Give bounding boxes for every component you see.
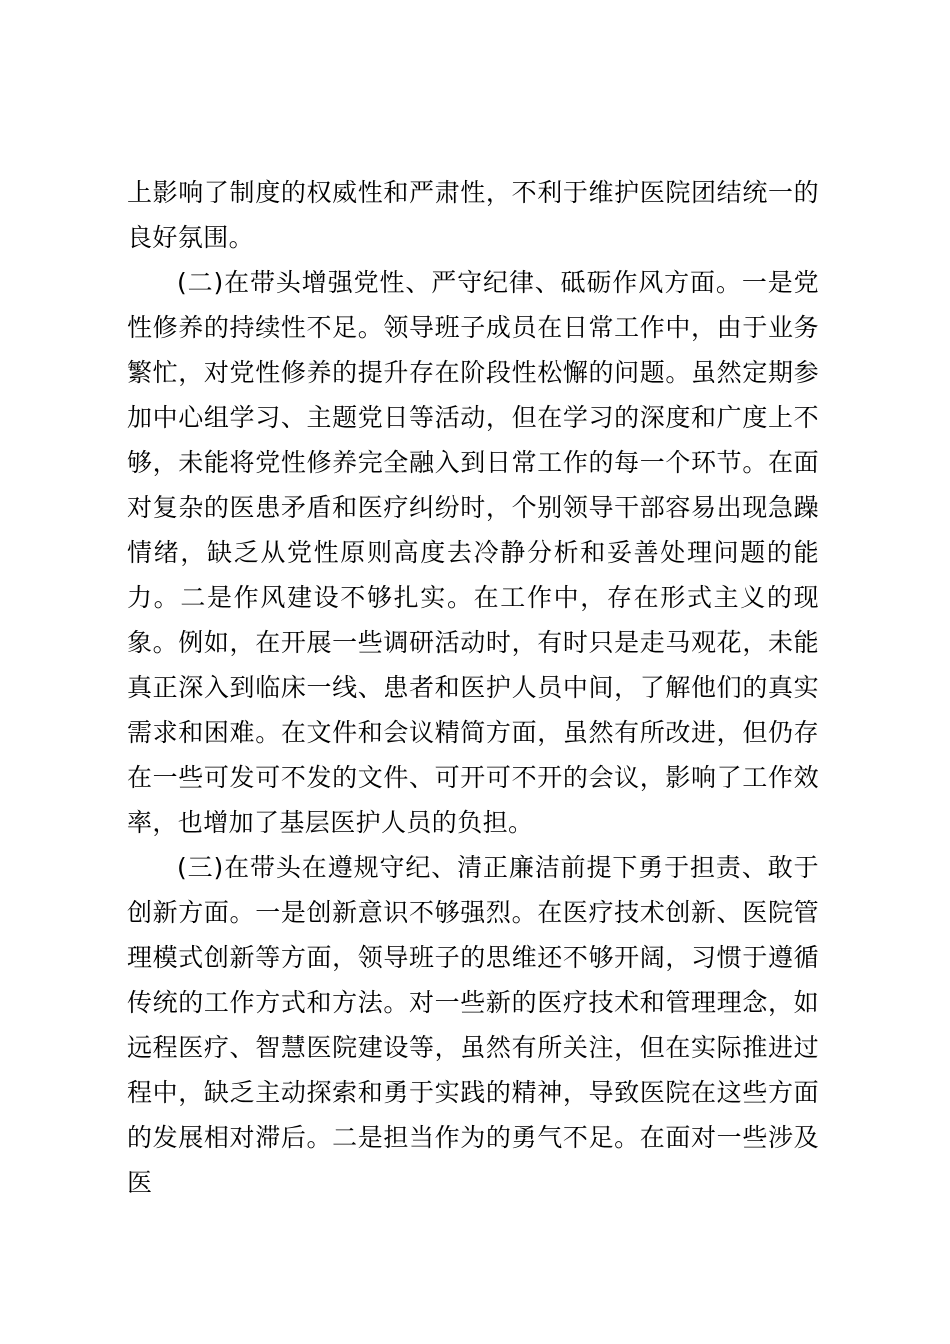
document-body (127, 170, 819, 1205)
paragraph-section-two: (二)在带头增强党性、严守纪律、砥砺作风方面。一是党性修养的持续性不足。领导班子成员在日常工作中，由于业务繁忙，对党性修养的提升存在阶段性松懈的问题。虽然定期参加中心组学习、主题党日等活动，但在学习的深度和广度上不够，未能将党性修养完全融入到日常工作的每一个环节。在面对复杂的医患矛盾和医疗纠纷时，个别领导干部容易出现急躁情绪，缺乏从党性原则高度去冷静分析和妥善处理问题的能力。二是作风建设不够扎实。在工作中，存在形式主义的现象。例如，在开展一些调研活动时，有时只是走马观花，未能真正深入到临床一线、患者和医护人员中间，了解他们的真实需求和困难。在文件和会议精简方面，虽然有所改进，但仍存在一些可发可不发的文件、可开可不开的会议，影响了工作效率，也增加了基层医护人员的负担。 (127, 268, 819, 837)
paragraph-section-three: (三)在带头在遵规守纪、清正廉洁前提下勇于担责、敢于创新方面。一是创新意识不够强烈。在医疗技术创新、医院管理模式创新等方面，领导班子的思维还不够开阔，习惯于遵循传统的工作方式和方法。对一些新的医疗技术和管理理念，如远程医疗、智慧医院建设等，虽然有所关注，但在实际推进过程中，缺乏主动探索和勇于实践的精神，导致医院在这些方面的发展相对滞后。二是担当作为的勇气不足。在面对一些涉及医 (127, 853, 819, 1197)
paragraph-continuation: 上影响了制度的权威性和严肃性，不利于维护医院团结统一的良好氛围。 (127, 178, 819, 252)
